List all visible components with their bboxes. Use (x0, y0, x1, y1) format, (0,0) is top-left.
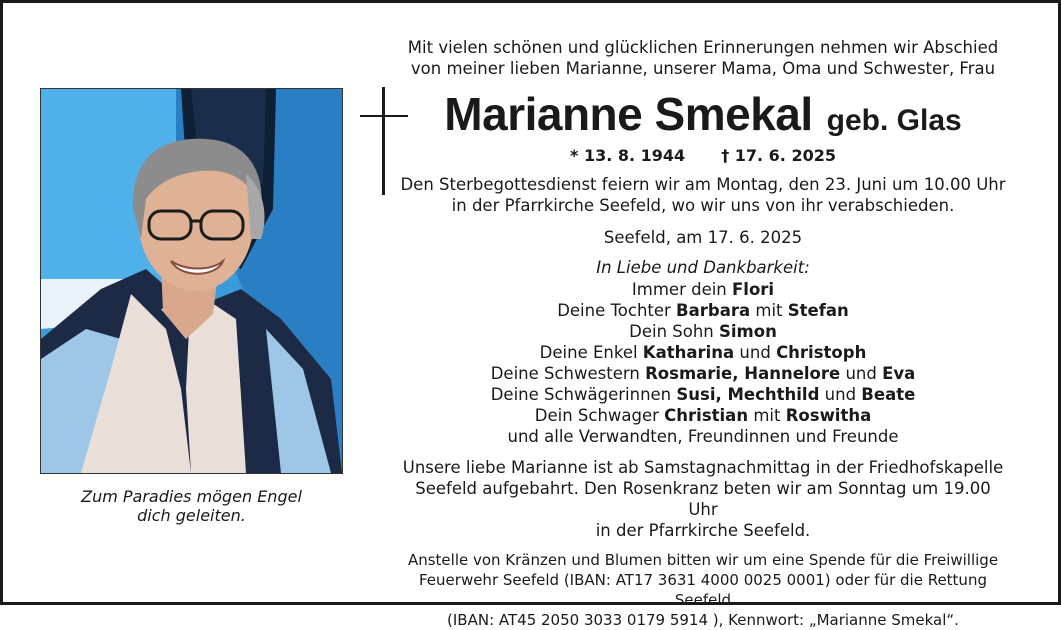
portrait-illustration (41, 89, 342, 473)
donation-text (398, 550, 1008, 630)
photo-caption (40, 487, 343, 525)
photo-caption-line: Zum Paradies mögen Engel (81, 487, 302, 506)
life-dates (398, 145, 1008, 166)
viewing-line: Seefeld aufgebahrt. Den Rosenkranz beten wir am Sonntag um 19.00 Uhr (415, 479, 991, 519)
viewing-text (398, 457, 1008, 541)
mass-line: in der Pfarrkirche Seefeld, wo wir uns von ihr verabschieden. (451, 196, 955, 215)
donation-line: Anstelle von Kränzen und Blumen bitten wir um eine Spende für die Freiwillige (407, 551, 999, 569)
birth-date: * 13. 8. 1944 (570, 146, 686, 165)
intro-line: Mit vielen schönen und glücklichen Erinnerungen nehmen wir Abschied (407, 38, 999, 57)
deceased-name-line (398, 89, 1008, 139)
mourner-row: Deine Schwägerinnen Susi, Mechthild und Beate (490, 385, 916, 404)
mourner-row: Dein Schwager Christian mit Roswitha (534, 406, 872, 425)
mourners-list (398, 279, 1008, 447)
notice-text (398, 37, 1008, 630)
mourner-row: Deine Tochter Barbara mit Stefan (557, 301, 849, 320)
mourner-row: Deine Enkel Katharina und Christoph (539, 343, 867, 362)
place-date: Seefeld, am 17. 6. 2025 (603, 228, 803, 247)
intro-text (398, 37, 1008, 79)
portrait-photo (40, 88, 343, 474)
gratitude-heading: In Liebe und Dankbarkeit: (596, 258, 810, 277)
viewing-line: in der Pfarrkirche Seefeld. (595, 521, 811, 540)
deceased-name: Marianne Smekal (444, 88, 813, 140)
funeral-mass-text (398, 174, 1008, 216)
death-date: † 17. 6. 2025 (721, 146, 836, 165)
mass-line: Den Sterbegottesdienst feiern wir am Montag, den 23. Juni um 10.00 Uhr (400, 175, 1006, 194)
intro-line: von meiner lieben Marianne, unserer Mama, Oma und Schwester, Frau (410, 59, 996, 78)
photo-caption-line: dich geleiten. (137, 506, 246, 525)
mourner-row: Immer dein Flori (631, 280, 775, 299)
mourner-row: Deine Schwestern Rosmarie, Hannelore und Eva (490, 364, 916, 383)
mourner-row: Dein Sohn Simon (629, 322, 777, 341)
donation-line: Feuerwehr Seefeld (IBAN: AT17 3631 4000 0025 0001) oder für die Rettung Seefeld (419, 571, 987, 609)
maiden-name: geb. Glas (826, 104, 962, 137)
donation-line: (IBAN: AT45 2050 3033 0179 5914 ), Kennwort: „Marianne Smekal“. (447, 611, 959, 629)
mourner-row: und alle Verwandten, Freundinnen und Freunde (507, 427, 899, 446)
viewing-line: Unsere liebe Marianne ist ab Samstagnachmittag in der Friedhofskapelle (402, 458, 1004, 477)
